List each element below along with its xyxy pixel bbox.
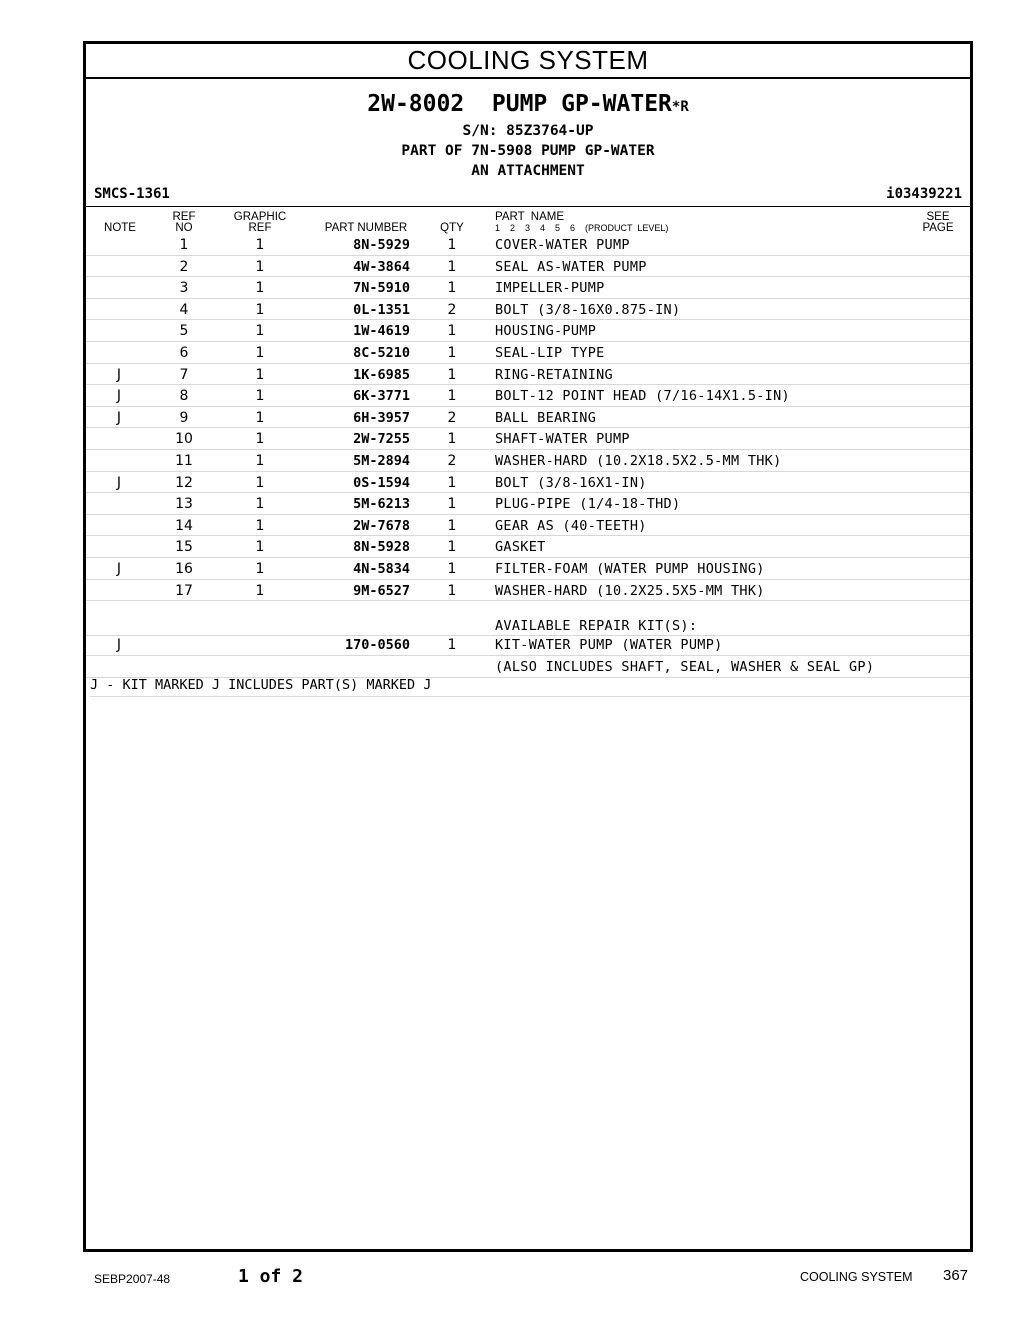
graphic-ref-cell: 1 <box>255 345 265 361</box>
table-row <box>86 385 970 407</box>
ref-number-cell: 17 <box>175 582 193 599</box>
group-title-suffix: *R <box>671 99 689 115</box>
part-name-cell: COVER-WATER PUMP <box>495 237 630 253</box>
column-header-ref-bottom: NO <box>175 222 193 234</box>
part-number-cell: 8N-5928 <box>353 539 410 556</box>
table-row <box>86 515 970 537</box>
column-header-product-levels: 1 2 3 4 5 6 (PRODUCT LEVEL) <box>495 223 669 233</box>
part-name-cell: GASKET <box>495 539 546 556</box>
kit-row <box>86 634 970 656</box>
part-number-cell: 8C-5210 <box>353 345 410 361</box>
table-row <box>86 558 970 580</box>
part-number-cell: 1K-6985 <box>353 366 410 383</box>
part-number-cell: 9M-6527 <box>353 582 410 599</box>
part-name-cell: BOLT (3/8-16X1-IN) <box>495 474 647 491</box>
part-number-cell: 7N-5910 <box>353 280 410 297</box>
attachment-line: AN ATTACHMENT <box>471 163 585 179</box>
column-header-note: NOTE <box>104 222 136 234</box>
part-name-cell: SHAFT-WATER PUMP <box>495 431 630 448</box>
qty-cell: 1 <box>447 258 457 275</box>
serial-number: S/N: 85Z3764-UP <box>462 123 594 139</box>
table-row <box>86 493 970 515</box>
part-name-cell: BOLT-12 POINT HEAD (7/16-14X1.5-IN) <box>495 388 790 405</box>
part-name-cell: HOUSING-PUMP <box>495 323 597 340</box>
page-number: 367 <box>943 1267 969 1284</box>
graphic-ref-cell: 1 <box>255 453 265 469</box>
table-row <box>86 536 970 558</box>
ref-number-cell: 7 <box>179 366 189 383</box>
column-header-qty: QTY <box>440 222 464 234</box>
part-name-cell: WASHER-HARD (10.2X18.5X2.5-MM THK) <box>495 453 782 469</box>
ref-number-cell: 9 <box>179 409 189 426</box>
ref-number-cell: 4 <box>179 301 189 318</box>
part-number-cell: 2W-7255 <box>353 431 410 448</box>
graphic-ref-cell: 1 <box>255 237 265 253</box>
part-name-cell: GEAR AS (40-TEETH) <box>495 517 647 534</box>
column-header-part-name: PART NAME <box>495 211 565 223</box>
graphic-ref-cell: 1 <box>255 582 265 599</box>
qty-cell: 1 <box>447 539 457 556</box>
note-cell: J <box>116 366 122 383</box>
qty-cell: 1 <box>447 345 457 361</box>
qty-cell: 1 <box>447 237 457 253</box>
table-row <box>86 450 970 472</box>
table-row <box>86 277 970 299</box>
qty-cell: 1 <box>447 582 457 599</box>
qty-cell: 1 <box>447 517 457 534</box>
column-header-graphic-bottom: REF <box>248 222 272 234</box>
page-frame <box>83 41 973 1252</box>
part-name-cell: WASHER-HARD (10.2X25.5X5-MM THK) <box>495 582 765 599</box>
table-row <box>86 342 970 364</box>
table-row <box>86 407 970 429</box>
qty-cell: 2 <box>447 409 457 426</box>
part-number-cell: 2W-7678 <box>353 517 410 534</box>
header-divider <box>86 206 970 207</box>
qty-cell: 1 <box>447 496 457 513</box>
part-name-cell: SEAL-LIP TYPE <box>495 345 605 361</box>
ref-number-cell: 3 <box>179 280 189 297</box>
column-header-graphic-top: GRAPHIC <box>233 211 287 223</box>
kit-part-number: 170-0560 <box>344 637 410 653</box>
qty-cell: 1 <box>447 323 457 340</box>
graphic-ref-cell: 1 <box>255 474 265 491</box>
ref-number-cell: 15 <box>175 539 193 556</box>
part-number-cell: 4W-3864 <box>353 258 410 275</box>
ref-number-cell: 6 <box>179 345 189 361</box>
ref-number-cell: 1 <box>179 237 189 253</box>
part-number-cell: 4N-5834 <box>353 561 410 577</box>
document-id: SEBP2007-48 <box>94 1272 171 1286</box>
part-name-cell: PLUG-PIPE (1/4-18-THD) <box>495 496 681 513</box>
ref-number-cell: 13 <box>175 496 193 513</box>
table-row <box>86 364 970 386</box>
part-number-cell: 5M-6213 <box>353 496 410 513</box>
ref-number-cell: 10 <box>175 431 193 448</box>
note-cell: J <box>116 409 122 426</box>
column-header-part-number: PART NUMBER <box>324 222 408 234</box>
part-name-cell: SEAL AS-WATER PUMP <box>495 258 647 275</box>
group-title-text: 2W-8002 PUMP GP-WATER <box>367 91 672 117</box>
illustration-id: i03439221 <box>886 186 962 202</box>
graphic-ref-cell: 1 <box>255 366 265 383</box>
graphic-ref-cell: 1 <box>255 561 265 577</box>
graphic-ref-cell: 1 <box>255 539 265 556</box>
part-name-cell: BOLT (3/8-16X0.875-IN) <box>495 301 681 318</box>
table-row <box>86 234 970 256</box>
table-row <box>86 472 970 494</box>
part-name-cell: BALL BEARING <box>495 409 597 426</box>
part-number-cell: 6H-3957 <box>353 409 410 426</box>
graphic-ref-cell: 1 <box>255 431 265 448</box>
kit-footnote: J - KIT MARKED J INCLUDES PART(S) MARKED J <box>90 676 970 697</box>
graphic-ref-cell: 1 <box>255 323 265 340</box>
part-name-cell: IMPELLER-PUMP <box>495 280 605 297</box>
kit-note: J <box>116 637 122 653</box>
part-number-cell: 6K-3771 <box>353 388 410 405</box>
qty-cell: 2 <box>447 453 457 469</box>
ref-number-cell: 12 <box>175 474 193 491</box>
table-row <box>86 580 970 602</box>
column-header-see-bottom: PAGE <box>922 222 954 234</box>
graphic-ref-cell: 1 <box>255 517 265 534</box>
ref-number-cell: 5 <box>179 323 189 340</box>
part-number-cell: 0S-1594 <box>353 474 410 491</box>
section-title: COOLING SYSTEM <box>86 44 970 79</box>
ref-number-cell: 16 <box>175 561 193 577</box>
part-number-cell: 8N-5929 <box>353 237 410 253</box>
smcs-code: SMCS-1361 <box>94 186 170 202</box>
group-title <box>86 90 970 121</box>
qty-cell: 2 <box>447 301 457 318</box>
page-of-count: 1 of 2 <box>238 1266 304 1287</box>
ref-number-cell: 8 <box>179 388 189 405</box>
note-cell: J <box>116 388 122 405</box>
graphic-ref-cell: 1 <box>255 496 265 513</box>
graphic-ref-cell: 1 <box>255 301 265 318</box>
table-row <box>86 256 970 278</box>
column-header-ref-top: REF <box>172 211 196 223</box>
note-cell: J <box>116 474 122 491</box>
kit-heading-row <box>86 613 970 636</box>
qty-cell: 1 <box>447 561 457 577</box>
qty-cell: 1 <box>447 280 457 297</box>
table-row <box>86 299 970 321</box>
graphic-ref-cell: 1 <box>255 388 265 405</box>
graphic-ref-cell: 1 <box>255 280 265 297</box>
graphic-ref-cell: 1 <box>255 409 265 426</box>
table-row <box>86 320 970 342</box>
part-name-cell: RING-RETAINING <box>495 366 613 383</box>
kit-heading: AVAILABLE REPAIR KIT(S): <box>495 618 698 634</box>
part-of-line: PART OF 7N-5908 PUMP GP-WATER <box>401 143 655 159</box>
part-number-cell: 5M-2894 <box>353 453 410 469</box>
note-cell: J <box>116 561 122 577</box>
kit-qty: 1 <box>447 637 457 653</box>
kit-name: KIT-WATER PUMP (WATER PUMP) <box>495 637 723 653</box>
qty-cell: 1 <box>447 388 457 405</box>
kit-continuation-row <box>86 656 970 678</box>
graphic-ref-cell: 1 <box>255 258 265 275</box>
footer-section-title: COOLING SYSTEM <box>800 1270 913 1284</box>
qty-cell: 1 <box>447 474 457 491</box>
group-heading <box>86 90 970 181</box>
part-number-cell: 0L-1351 <box>353 301 410 318</box>
part-number-cell: 1W-4619 <box>353 323 410 340</box>
ref-number-cell: 2 <box>179 258 189 275</box>
ref-number-cell: 11 <box>175 453 193 469</box>
ref-number-cell: 14 <box>175 517 193 534</box>
table-row <box>86 428 970 450</box>
qty-cell: 1 <box>447 366 457 383</box>
kit-name-continuation: (ALSO INCLUDES SHAFT, SEAL, WASHER & SEAL GP) <box>495 659 875 675</box>
column-header-see-top: SEE <box>926 211 950 223</box>
part-name-cell: FILTER-FOAM (WATER PUMP HOUSING) <box>495 561 765 577</box>
qty-cell: 1 <box>447 431 457 448</box>
